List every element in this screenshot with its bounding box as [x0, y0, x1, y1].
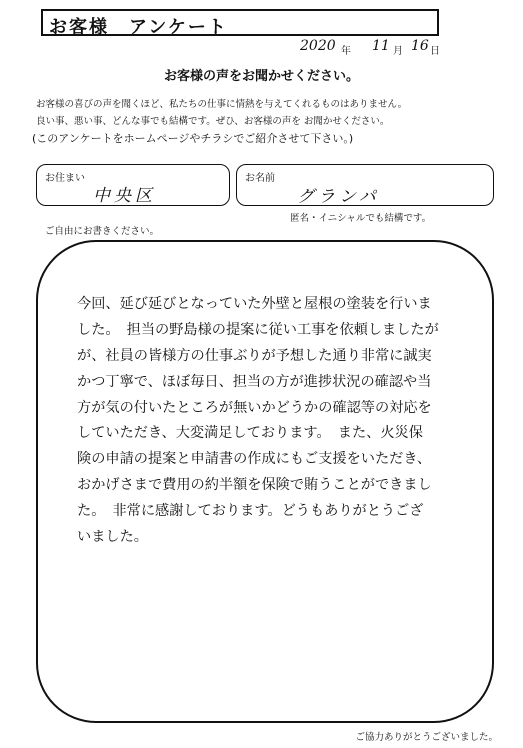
comment-body: [77, 292, 477, 551]
comment-line: おかげさまで費用の約半額を保険で賄うことができまし: [77, 477, 432, 494]
name-field: [236, 164, 494, 206]
comment-line: していただき、大変満足しております。 また、火災保: [77, 425, 423, 442]
address-field: [36, 164, 230, 206]
date-month-unit: 月: [393, 46, 403, 57]
comment-line: かつ丁寧で、ほぼ毎日、担当の方が進捗状況の確認や当: [77, 373, 432, 390]
footer-thanks: ご協力ありがとうございました。: [355, 732, 498, 743]
form-title-box: [41, 9, 439, 36]
name-value: グランパ: [297, 187, 380, 207]
comment-line: 今回、延び延びとなっていた外壁と屋根の塗装を行いま: [77, 296, 432, 312]
date-row: [300, 38, 500, 58]
intro-line: 良い事、悪い事、どんな事でも結構です。ぜひ、お客様の声を お聞かせください。: [36, 116, 390, 127]
date-year-unit: 年: [341, 46, 351, 57]
address-value: 中央区: [93, 186, 156, 206]
form-title: お客様 アンケート: [49, 17, 228, 38]
intro-line: お客様の喜びの声を聞くほど、私たちの仕事に情熱を与えてくれるものはありません。: [36, 99, 408, 110]
comment-line: 険の申請の提案と申請書の作成にもご支援をいただき、: [77, 451, 432, 468]
date-year: 2020: [300, 38, 336, 54]
date-day-unit: 日: [430, 46, 440, 57]
comment-line: した。 担当の野島様の提案に従い工事を依頼しましたが: [77, 321, 439, 338]
address-label: お住まい: [45, 173, 85, 184]
comment-line: が、社員の皆様方の仕事ぶりが予想した通り非常に誠実: [77, 347, 432, 364]
free-comment-label: ご自由にお書きください。: [45, 226, 160, 237]
date-month: 11: [372, 38, 390, 54]
intro-line: (このアンケートをホームページやチラシでご紹介させて下さい。): [32, 132, 354, 145]
name-label: お名前: [245, 173, 275, 184]
intro-text: [32, 96, 496, 147]
name-note: 匿名・イニシャルでも結構です。: [290, 213, 432, 224]
date-day: 16: [411, 38, 429, 54]
comment-line: た。 非常に感謝しております。どうもありがとうござ: [77, 503, 424, 520]
comment-line: 方が気の付いたところが無いかどうかの確認等の対応を: [77, 399, 432, 416]
comment-line: いました。: [77, 529, 148, 546]
survey-heading: お客様の声をお聞かせください。: [163, 69, 359, 84]
